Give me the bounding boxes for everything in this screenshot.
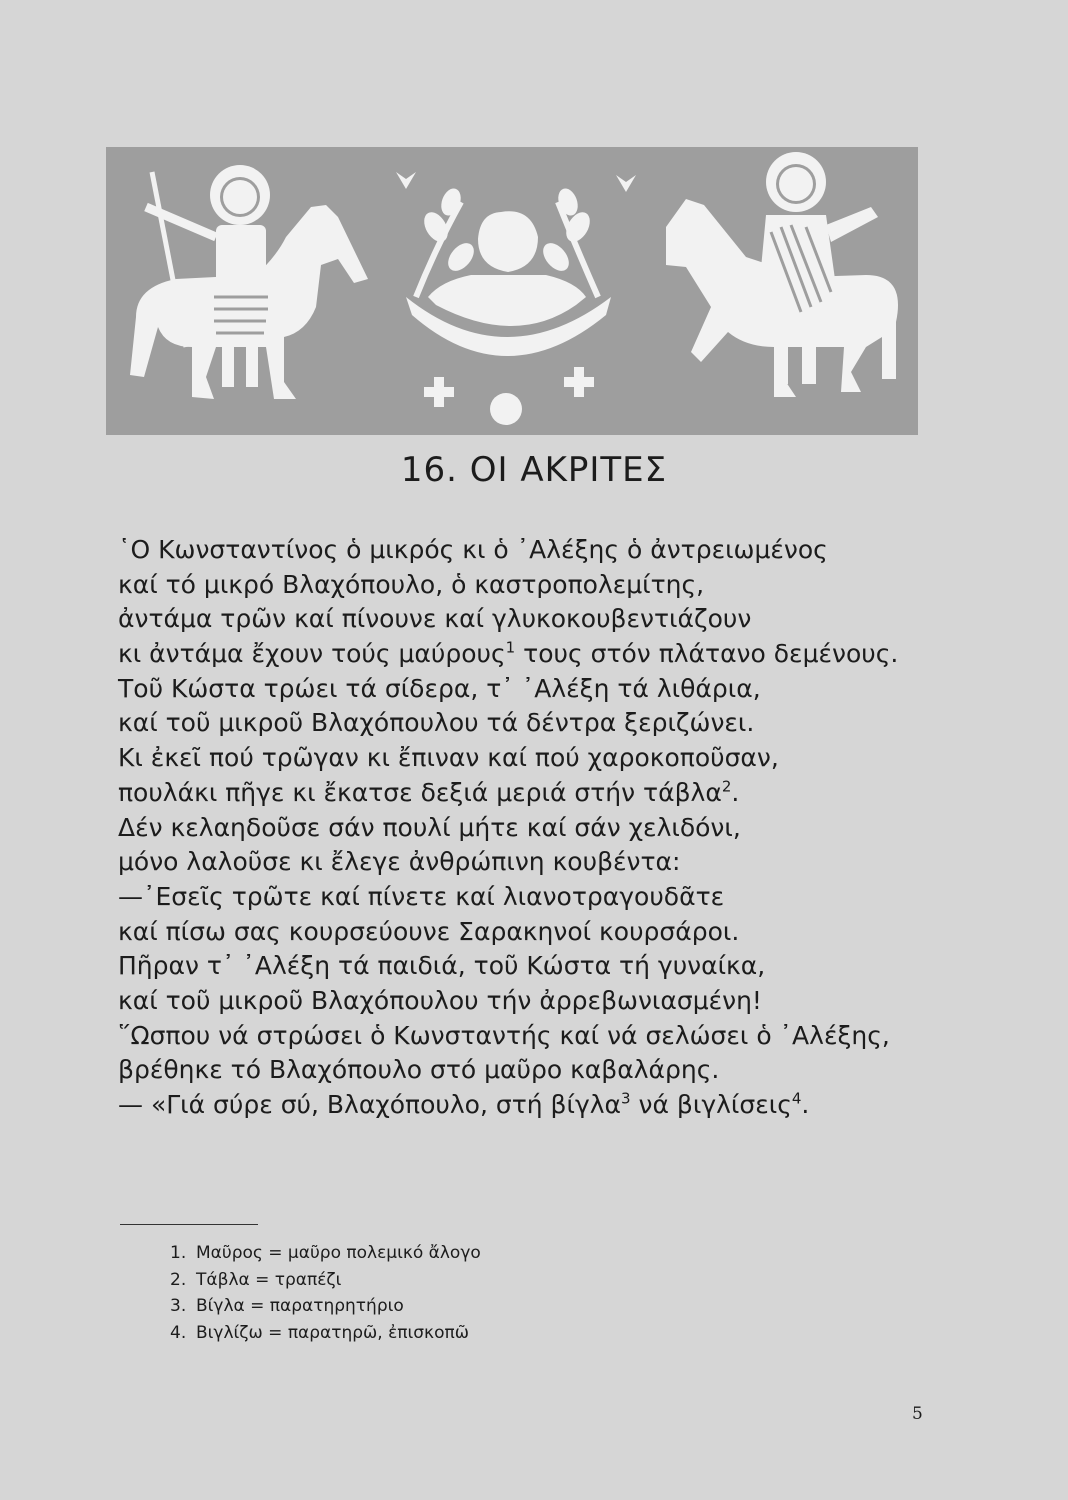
verse-line: καί τοῦ μικροῦ Βλαχόπουλου τά δέντρα ξεριζώνει. bbox=[118, 708, 755, 738]
chapter-title: 16. ΟΙ ΑΚΡΙΤΕΣ bbox=[400, 450, 668, 490]
footnote: 4. Βιγλίζω = παρατηρῶ, ἐπισκοπῶ bbox=[170, 1322, 469, 1343]
verse-line: καί τό μικρό Βλαχόπουλο, ὁ καστροπολεμίτης, bbox=[118, 569, 705, 599]
verse-line: ῞Ωσπου νά στρώσει ὁ Κωνσταντής καί νά σελώσει ὁ ᾿Αλέξης, bbox=[118, 1020, 890, 1050]
verse-line: ῾Ο Κωνσταντίνος ὁ μικρός κι ὁ ᾿Αλέξης ὁ ἀντρειωμένος bbox=[118, 535, 828, 564]
verse-line: Πῆραν τ᾿ ᾿Αλέξη τά παιδιά, τοῦ Κώστα τή γυναίκα, bbox=[118, 951, 766, 981]
footnote: 3. Βίγλα = παρατηρητήριο bbox=[170, 1296, 404, 1316]
akrites-folk-art-icon bbox=[106, 147, 918, 435]
footnote: 1. Μαῦρος = μαῦρο πολεμικό ἄλογο bbox=[170, 1243, 481, 1263]
verse-line: — «Γιά σύρε σύ, Βλαχόπουλο, στή βίγλα$^3$ νά βιγλίσεις$^4$. bbox=[118, 1089, 810, 1119]
verse-line: κι ἀντάμα ἔχουν τούς μαύρους$^1$ τους στόν πλάτανο δεμένους. bbox=[118, 638, 899, 669]
verse-line: Δέν κελαηδοῦσε σάν πουλί μήτε καί σάν χελιδόνι, bbox=[118, 812, 741, 842]
page-number: 5 bbox=[912, 1404, 923, 1424]
verse-line: μόνο λαλοῦσε κι ἔλεγε ἀνθρώπινη κουβέντα: bbox=[118, 847, 681, 877]
footnote-marker: 2 bbox=[721, 777, 732, 796]
verse-line: πουλάκι πῆγε κι ἔκατσε δεξιά μεριά στήν τάβλα$^2$. bbox=[118, 777, 740, 807]
akrites-folk-art-illustration bbox=[106, 147, 918, 435]
poem-verses bbox=[118, 533, 898, 1123]
verse-line: Τοῦ Κώστα τρώει τά σίδερα, τ᾿ ᾿Αλέξη τά λιθάρια, bbox=[118, 673, 761, 703]
footnote-divider bbox=[120, 1224, 258, 1225]
verse-line: ἀντάμα τρῶν καί πίνουνε καί γλυκοκουβεντιάζουν bbox=[118, 604, 752, 634]
footnote-marker: 4 bbox=[791, 1089, 802, 1108]
footnote: 2. Τάβλα = τραπέζι bbox=[170, 1269, 342, 1290]
verse-line: καί τοῦ μικροῦ Βλαχόπουλου τήν ἀρρεβωνιασμένη! bbox=[118, 985, 762, 1015]
verse-line: βρέθηκε τό Βλαχόπουλο στό μαῦρο καβαλάρης. bbox=[118, 1055, 720, 1085]
verse-line: καί πίσω σας κουρσεύουνε Σαρακηνοί κουρσάροι. bbox=[118, 916, 740, 946]
footnote-marker: 1 bbox=[505, 638, 516, 657]
footnotes-list bbox=[170, 1240, 481, 1346]
verse-line: —᾿Εσεῖς τρῶτε καί πίνετε καί λιανοτραγουδᾶτε bbox=[118, 881, 725, 911]
verse-line: Κι ἐκεῖ πού τρῶγαν κι ἔπιναν καί πού χαροκοποῦσαν, bbox=[118, 743, 779, 773]
footnote-marker: 3 bbox=[621, 1089, 631, 1108]
